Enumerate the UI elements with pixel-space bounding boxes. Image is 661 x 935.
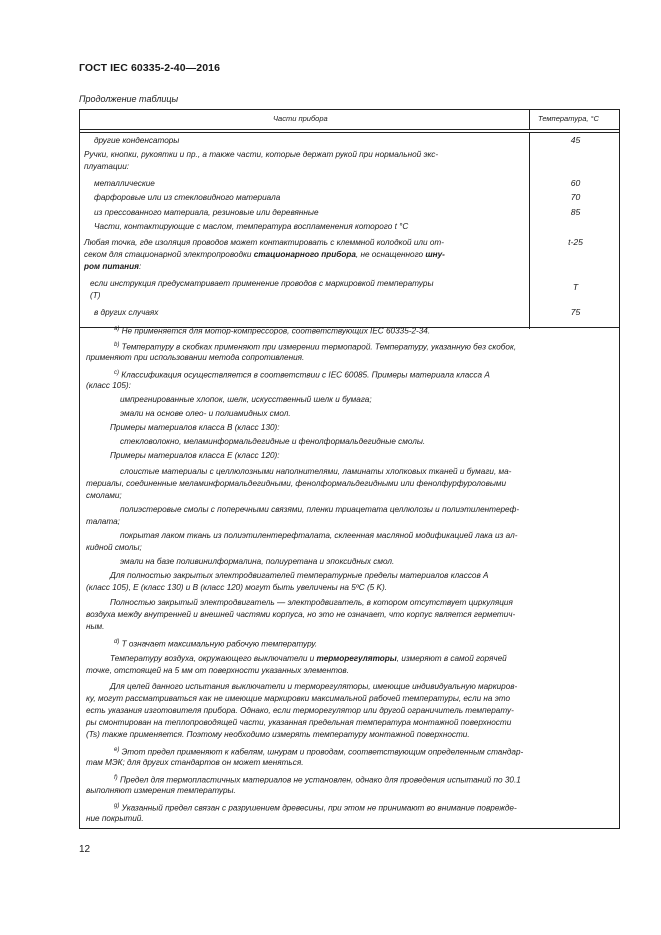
footnote-c-line: Полностью закрытый электродвигатель — электродвигатель, в котором отсутствует циркуляция bbox=[110, 598, 513, 607]
footnote-c-line: смолами; bbox=[86, 491, 122, 500]
table-header bbox=[80, 110, 619, 130]
footnote-c-line: (класс 105): bbox=[86, 381, 131, 390]
table-body bbox=[80, 132, 619, 328]
table-row: Любая точка, где изоляция проводов может контактировать с клеммной колодкой или от- bbox=[84, 238, 444, 247]
footnote-c-line: полиэстеровые смолы с поперечными связями, пленки триацетата целлюлозы и полиэтилентереф- bbox=[120, 505, 520, 514]
temp-value: t-25 bbox=[568, 237, 583, 247]
document-header: ГОСТ IEC 60335-2-40—2016 bbox=[79, 62, 221, 74]
footnote-d-line: (Ts) также применяется. Поэтому необходимо измерять температуру монтажной поверхности. bbox=[86, 730, 470, 739]
footnote-c-line: стекловолокно, меламинформальдегидные и фенолформальдегидные смолы. bbox=[120, 437, 426, 446]
table-row: фарфоровые или из стекловидного материала bbox=[94, 193, 281, 202]
table-caption: Продолжение таблицы bbox=[79, 94, 179, 104]
table-row: если инструкция предусматривает применение проводов с маркировкой температуры bbox=[90, 279, 434, 288]
header-divider bbox=[529, 110, 530, 129]
col-parts-header: Части прибора bbox=[273, 114, 328, 123]
footnote-c-line: Примеры материалов класса В (класс 130): bbox=[110, 423, 280, 432]
footnote-d-line: Для целей данного испытания выключатели и терморегуляторы, имеющие индивидуальную маркиров- bbox=[110, 682, 518, 691]
footnote-c: $^{c)}$ Классификация осуществляется в соответствии с IEC 60085. Примеры материала класса А bbox=[114, 370, 490, 380]
footnote-c-line: эмали на базе поливинилформалина, полиуретана и эпоксидных смол. bbox=[120, 557, 395, 566]
table-row: в других случаях bbox=[94, 308, 159, 317]
footnote-c-line: (класс 105), Е (класс 130) и В (класс 120) могут быть увеличены на 5ºC (5 K). bbox=[86, 583, 387, 592]
footnote-c-line: ным. bbox=[86, 622, 105, 631]
footnote-c-line: Для полностью закрытых электродвигателей температурные пределы материалов классов А bbox=[110, 571, 489, 580]
temp-value: 60 bbox=[570, 178, 581, 188]
footnote-d-line: есть указания изготовителя прибора. Однако, если терморегулятор или другой ограничитель температу- bbox=[86, 706, 514, 715]
footnote-e-line: там МЭК; для других стандартов он может меняться. bbox=[86, 758, 304, 767]
footnote-c-line: Примеры материалов класса Е (класс 120): bbox=[110, 451, 280, 460]
footnote-c-line: слоистые материалы с целлюлозными наполнителями, ламинаты хлопковых тканей и бумаги, ма- bbox=[120, 467, 512, 476]
footnote-d: $^{d)}$ T означает максимальную рабочую температуру. bbox=[114, 639, 318, 649]
footnote-d-line: ку, могут рассматриваться как не имеющие маркировки максимальной рабочей температуры, если на это bbox=[86, 694, 511, 703]
footnote-d-line: Температуру воздуха, окружающего выключатели и терморегуляторы, измеряют в самой горячей bbox=[110, 654, 507, 663]
table-row: (T) bbox=[90, 291, 101, 300]
page-number: 12 bbox=[79, 844, 91, 855]
footnote-c-line: эмали на основе олео- и полиамидных смол. bbox=[120, 409, 291, 418]
table-row: металлические bbox=[94, 179, 155, 188]
footnote-a: $^{a)}$ Не применяется для мотор-компрессоров, соответствующих IEC 60335-2-34. bbox=[114, 326, 431, 336]
footnote-b: $^{b)}$ Температуру в скобках применяют при измерении термопарой. Температуру, указанную без скобок, bbox=[114, 342, 517, 352]
col-temp-header: Температура, °С bbox=[538, 114, 599, 123]
table-row: Части, контактирующие с маслом, температура воспламенения которого t °С bbox=[94, 222, 409, 231]
footnote-c-line: покрытая лаком ткань из полиэтилентерефталата, склеенная масляной модификацией лака из ал- bbox=[120, 531, 518, 540]
table-row: плуатации: bbox=[84, 162, 130, 171]
footnote-c-line: воздуха между внутренней и внешней частями корпуса, но это не означает, что корпус является герметич- bbox=[86, 610, 516, 619]
footnote-d-line: ры смонтирован на теплопроводящей части, указанная предельная температура монтажной поверхности bbox=[86, 718, 512, 727]
footnote-e: $^{e)}$ Этот предел применяют к кабелям, шнурам и проводам, соответствующим определенным стандар- bbox=[114, 747, 524, 757]
temp-value: T bbox=[572, 282, 579, 292]
footnote-c-line: териалы, соединенные меламинформальдегидными, фенолформальдегидными или фенолфурфуроловыми bbox=[86, 479, 507, 488]
footnote-f: $^{f)}$ Предел для термопластичных материалов не установлен, однако для проведения испытаний по 30.1 bbox=[114, 775, 521, 785]
temp-value: 85 bbox=[570, 207, 581, 217]
table-row: Ручки, кнопки, рукоятки и пр., а также части, которые держат рукой при нормальной экс- bbox=[84, 150, 439, 159]
temp-value: 75 bbox=[570, 307, 581, 317]
footnote-b-line: применяют при использовании метода сопротивления. bbox=[86, 353, 305, 362]
temp-value: 70 bbox=[570, 192, 581, 202]
footnote-g: $^{g)}$ Указанный предел связан с разрушением древесины, при этом не принимают во внимание поврежде- bbox=[114, 803, 517, 813]
temp-value: 45 bbox=[570, 135, 581, 145]
table-row: другие конденсаторы bbox=[94, 136, 180, 145]
footnote-c-line: импрегнированные хлопок, шелк, искусственный шелк и бумага; bbox=[120, 395, 372, 404]
temperature-table bbox=[79, 109, 620, 829]
table-row: секом для стационарной электропроводки стационарного прибора, не оснащенного шну- bbox=[84, 250, 445, 259]
footnote-c-line: кидной смолы; bbox=[86, 543, 142, 552]
table-row: ром питания: bbox=[84, 262, 142, 271]
body-divider bbox=[529, 133, 530, 329]
table-row: из прессованного материала, резиновые или деревянные bbox=[94, 208, 319, 217]
footnote-f-line: выполняют измерения температуры. bbox=[86, 786, 236, 795]
footnote-c-line: талата; bbox=[86, 517, 120, 526]
footnote-d-line: точке, отстоящей на 5 мм от поверхности указанных элементов. bbox=[86, 666, 349, 675]
footnote-g-line: ние покрытий. bbox=[86, 814, 144, 823]
